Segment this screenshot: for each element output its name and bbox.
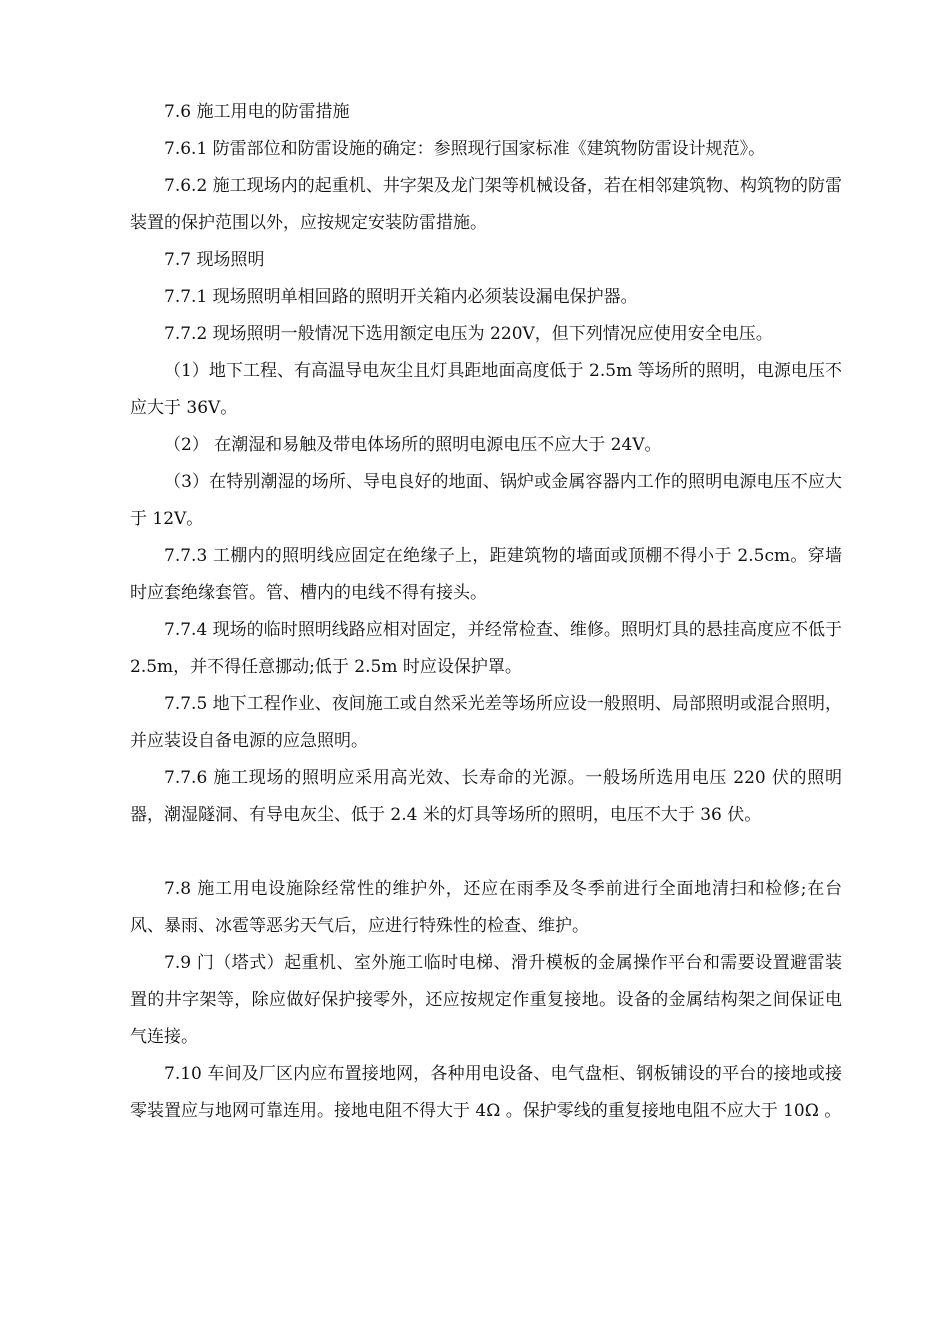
document-body	[130, 94, 842, 1130]
clause-7-9: 7.9 门（塔式）起重机、室外施工临时电梯、滑升模板的金属操作平台和需要设置避雷装置的井字架等，除应做好保护接零外，还应按规定作重复接地。设备的金属结构架之间保证电气连接。	[130, 953, 842, 1047]
clause-7-6-1: 7.6.1 防雷部位和防雷设施的确定：参照现行国家标准《建筑物防雷设计规范》。	[164, 139, 766, 159]
clause-7-6-2: 7.6.2 施工现场内的起重机、井字架及龙门架等机械设备，若在相邻建筑物、构筑物的防雷装置的保护范围以外，应按规定安装防雷措施。	[130, 176, 842, 233]
section-heading-7-7: 7.7 现场照明	[164, 250, 265, 270]
paragraph-spacer	[130, 834, 842, 871]
clause-7-7-4: 7.7.4 现场的临时照明线路应相对固定，并经常检查、维修。照明灯具的悬挂高度应不低于 2.5m，并不得任意挪动;低于 2.5m 时应设保护罩。	[130, 620, 842, 677]
clause-7-7-1: 7.7.1 现场照明单相回路的照明开关箱内必须装设漏电保护器。	[164, 287, 638, 307]
clause-7-7-2: 7.7.2 现场照明一般情况下选用额定电压为 220V，但下列情况应使用安全电压。	[164, 324, 773, 344]
list-item-2: （2） 在潮湿和易触及带电体场所的照明电源电压不应大于 24V。	[164, 435, 662, 455]
list-item-3: （3）在特别潮湿的场所、导电良好的地面、锅炉或金属容器内工作的照明电源电压不应大于 12V。	[130, 472, 842, 529]
section-heading-7-6: 7.6 施工用电的防雷措施	[164, 102, 350, 122]
clause-7-8: 7.8 施工用电设施除经常性的维护外，还应在雨季及冬季前进行全面地清扫和检修;在台风、暴雨、冰雹等恶劣天气后，应进行特殊性的检查、维护。	[130, 879, 842, 936]
list-item-1: （1）地下工程、有高温导电灰尘且灯具距地面高度低于 2.5m 等场所的照明，电源电压不应大于 36V。	[130, 361, 842, 418]
clause-7-10: 7.10 车间及厂区内应布置接地网，各种用电设备、电气盘柜、钢板铺设的平台的接地或接零装置应与地网可靠连用。接地电阻不得大于 4Ω 。保护零线的重复接地电阻不应大于 10Ω 。	[130, 1064, 842, 1121]
clause-7-7-3: 7.7.3 工棚内的照明线应固定在绝缘子上，距建筑物的墙面或顶棚不得小于 2.5cm。穿墙时应套绝缘套管。管、槽内的电线不得有接头。	[130, 546, 842, 603]
clause-7-7-5: 7.7.5 地下工程作业、夜间施工或自然采光差等场所应设一般照明、局部照明或混合照明，并应装设自备电源的应急照明。	[130, 694, 842, 751]
clause-7-7-6: 7.7.6 施工现场的照明应采用高光效、长寿命的光源。一般场所选用电压 220 伏的照明器，潮湿隧洞、有导电灰尘、低于 2.4 米的灯具等场所的照明，电压不大于 36 伏。	[130, 768, 842, 825]
